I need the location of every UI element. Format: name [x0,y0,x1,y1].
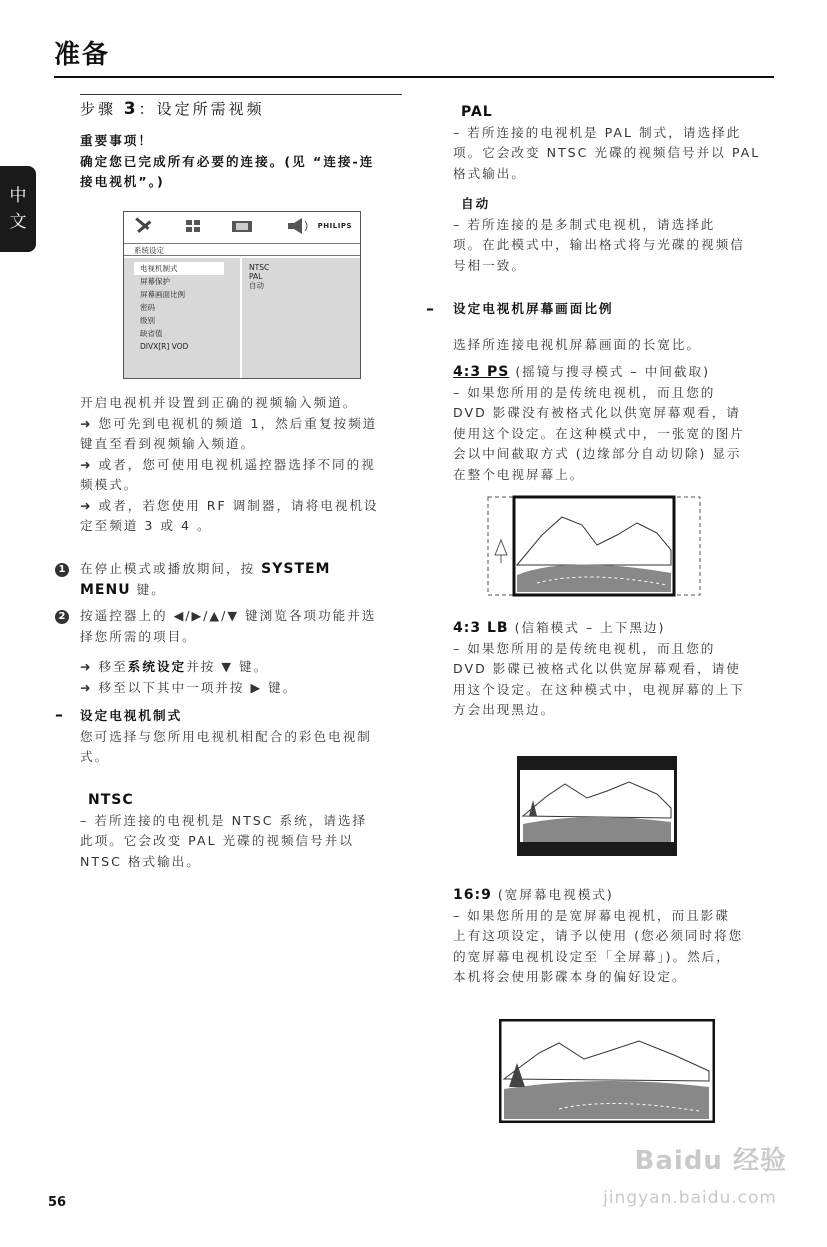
ps-sub: (摇镜与搜寻模式 – 中间截取) [515,364,710,379]
ps-block [453,362,775,485]
ps-line: 会以中间截取方式 (边缘部分自动切除) 显示 [453,446,742,461]
tv-type-desc: 式。 [80,749,110,764]
arrow-text: ➜ 移至以下其中一项并按 ▶ 键。 [80,679,298,695]
language-tab [0,166,36,252]
ps-title: 4:3 PS [453,364,510,380]
lb-title: 4:3 LB [453,620,509,636]
pal-title: PAL [461,104,493,120]
auto-line: 项。在此模式中，输出格式将与光碟的视频信 [453,237,745,252]
auto-line: – 若所连接的是多制式电视机，请选择此 [453,216,716,232]
intro-block [80,393,404,537]
lb-line: 方会出现黑边。 [453,702,556,717]
menu-option[interactable]: 自动 [249,281,264,290]
menu-option[interactable]: PAL [249,272,263,281]
intro-line: ➜ 您可先到电视机的频道 1，然后重复按频道 [80,415,378,431]
step-one-text: 在停止模式或播放期间，按 [80,561,256,576]
intro-line: ➜ 或者，您可使用电视机遥控器选择不同的视 [80,456,376,472]
step-title: ：设定所需视频 [138,100,265,118]
menu-heading: 系统设定 [124,243,360,256]
step-one-bullet: 1 [55,563,69,577]
wide-line: 上有这项设定，请予以使用 (您必须同时将您 [453,928,744,943]
ps-line: – 如果您所用的是传统电视机，而且您的 [453,384,716,400]
pan-scan-illustration [487,495,701,599]
menu-key: MENU [80,581,131,598]
wide-line: – 如果您所用的是宽屏幕电视机，而且影碟 [453,907,730,923]
system-settings-label: 系统设定 [127,659,187,674]
auto-line: 号相一致。 [453,257,526,273]
tv-type-desc: 您可选择与您所用电视机相配合的彩色电视制 [80,728,372,744]
ntsc-line: 此项。它会改变 PAL 光碟的视频信号并以 [80,833,354,848]
menu-item[interactable]: 电视机制式 [134,262,224,275]
ntsc-line: – 若所连接的电视机是 NTSC 系统，请选择 [80,812,368,828]
tools-icon [135,217,151,233]
intro-line: 键直至看到视频输入频道。 [80,436,256,451]
philips-logo: PHILIPS [317,222,352,230]
speaker-icon [288,218,307,234]
step-two-line: 按遥控器上的 ◀/▶/▲/▼ 键浏览各项功能并选 [80,608,377,623]
ps-line: 在整个电视屏幕上。 [453,466,585,482]
notice-title: 重要事项！ [80,133,153,148]
tv-type-dash: – [55,705,63,724]
pal-line: 格式输出。 [453,165,526,181]
wide-title: 16:9 [453,887,492,903]
arrow-text: ➜ 移至 [80,659,128,674]
pal-block [453,102,775,184]
language-tab-char: 中 [9,186,27,206]
tv-type-heading: 设定电视机制式 [80,708,183,723]
wide-block [453,885,775,988]
page-title: 准备 [54,40,111,70]
notice-block [80,131,404,193]
section-rule [80,94,402,95]
step-prefix: 步骤 [80,100,124,118]
intro-line: 定至频道 3 或 4 。 [80,518,212,533]
notice-line: 确定您已完成所有必要的连接。(见 “连接-连 [80,153,375,169]
baidu-watermark: Baidu 经验 [634,1146,787,1176]
menu-option[interactable]: NTSC [249,263,270,272]
menu-item[interactable]: 级别 [140,316,155,325]
system-menu-screenshot [123,211,361,379]
letterbox-illustration [517,756,677,856]
title-rule [54,76,774,78]
system-key: SYSTEM [261,561,331,577]
wide-line: 的宽屏幕电视机设定至「全屏幕」)。然后， [453,948,731,964]
ps-line: 使用这个设定。在这种模式中，一张宽的图片 [453,425,745,441]
intro-line: ➜ 或者，若您使用 RF 调制器，请将电视机设 [80,497,379,513]
menu-item[interactable]: 缺省值 [140,329,163,338]
tv-type-section [80,706,404,768]
lb-sub: (信箱模式 – 上下黑边) [514,620,666,635]
wide-line: 本机将会使用影碟本身的偏好设定。 [453,969,687,984]
display-icon [232,221,252,232]
step-heading [80,98,265,119]
aspect-heading-text: 设定电视机屏幕画面比例 [453,301,614,316]
widescreen-illustration [499,1019,715,1123]
step-two-bullet: 2 [55,610,69,624]
menu-item[interactable]: 密码 [140,303,155,312]
lb-line: 用这个设定。在这种模式中，电视屏幕的上下 [453,681,745,697]
step-number: 3 [123,99,139,119]
menu-item[interactable]: DIVX[R] VOD [140,342,189,351]
auto-title: 自动 [461,196,491,211]
pal-line: – 若所连接的电视机是 PAL 制式，请选择此 [453,124,742,140]
baidu-watermark-url: jingyan.baidu.com [603,1188,777,1208]
page-number: 56 [48,1195,67,1210]
aspect-dash: – [426,299,434,318]
intro-line: 频模式。 [80,477,139,492]
arrow-text: 并按 ▼ 键。 [186,659,269,674]
step-one [80,559,404,600]
aspect-heading [453,299,775,320]
wide-sub: (宽屏幕电视模式) [497,887,614,902]
ntsc-line: NTSC 格式输出。 [80,853,201,869]
step-one-end: 键。 [136,581,166,597]
pal-line: 项。它会改变 NTSC 光碟的视频信号并以 PAL [453,145,761,160]
menu-item[interactable]: 屏幕画面比例 [140,290,185,299]
aspect-desc: 选择所连接电视机屏幕画面的长宽比。 [453,337,702,352]
auto-block [453,194,775,276]
menu-item[interactable]: 屏幕保护 [140,277,170,286]
ntsc-title: NTSC [88,792,134,808]
lb-line: DVD 影碟已被格式化以供宽屏幕观看，请使 [453,661,741,676]
menu-divider [240,258,242,378]
step-two-arrows [80,657,404,698]
intro-line: 开启电视机并设置到正确的视频输入频道。 [80,395,358,410]
step-two [80,606,404,647]
ps-line: DVD 影碟没有被格式化以供宽屏幕观看，请 [453,405,741,420]
lb-line: – 如果您所用的是传统电视机，而且您的 [453,640,716,656]
ntsc-block [80,790,404,872]
grid-icon [186,220,200,232]
menu-icon-bar [124,212,360,243]
lb-block [453,618,775,721]
menu-body [124,258,360,378]
notice-line: 接电视机”。) [80,174,165,189]
language-tab-char: 文 [9,212,27,232]
step-two-line: 择您所需的项目。 [80,628,197,644]
